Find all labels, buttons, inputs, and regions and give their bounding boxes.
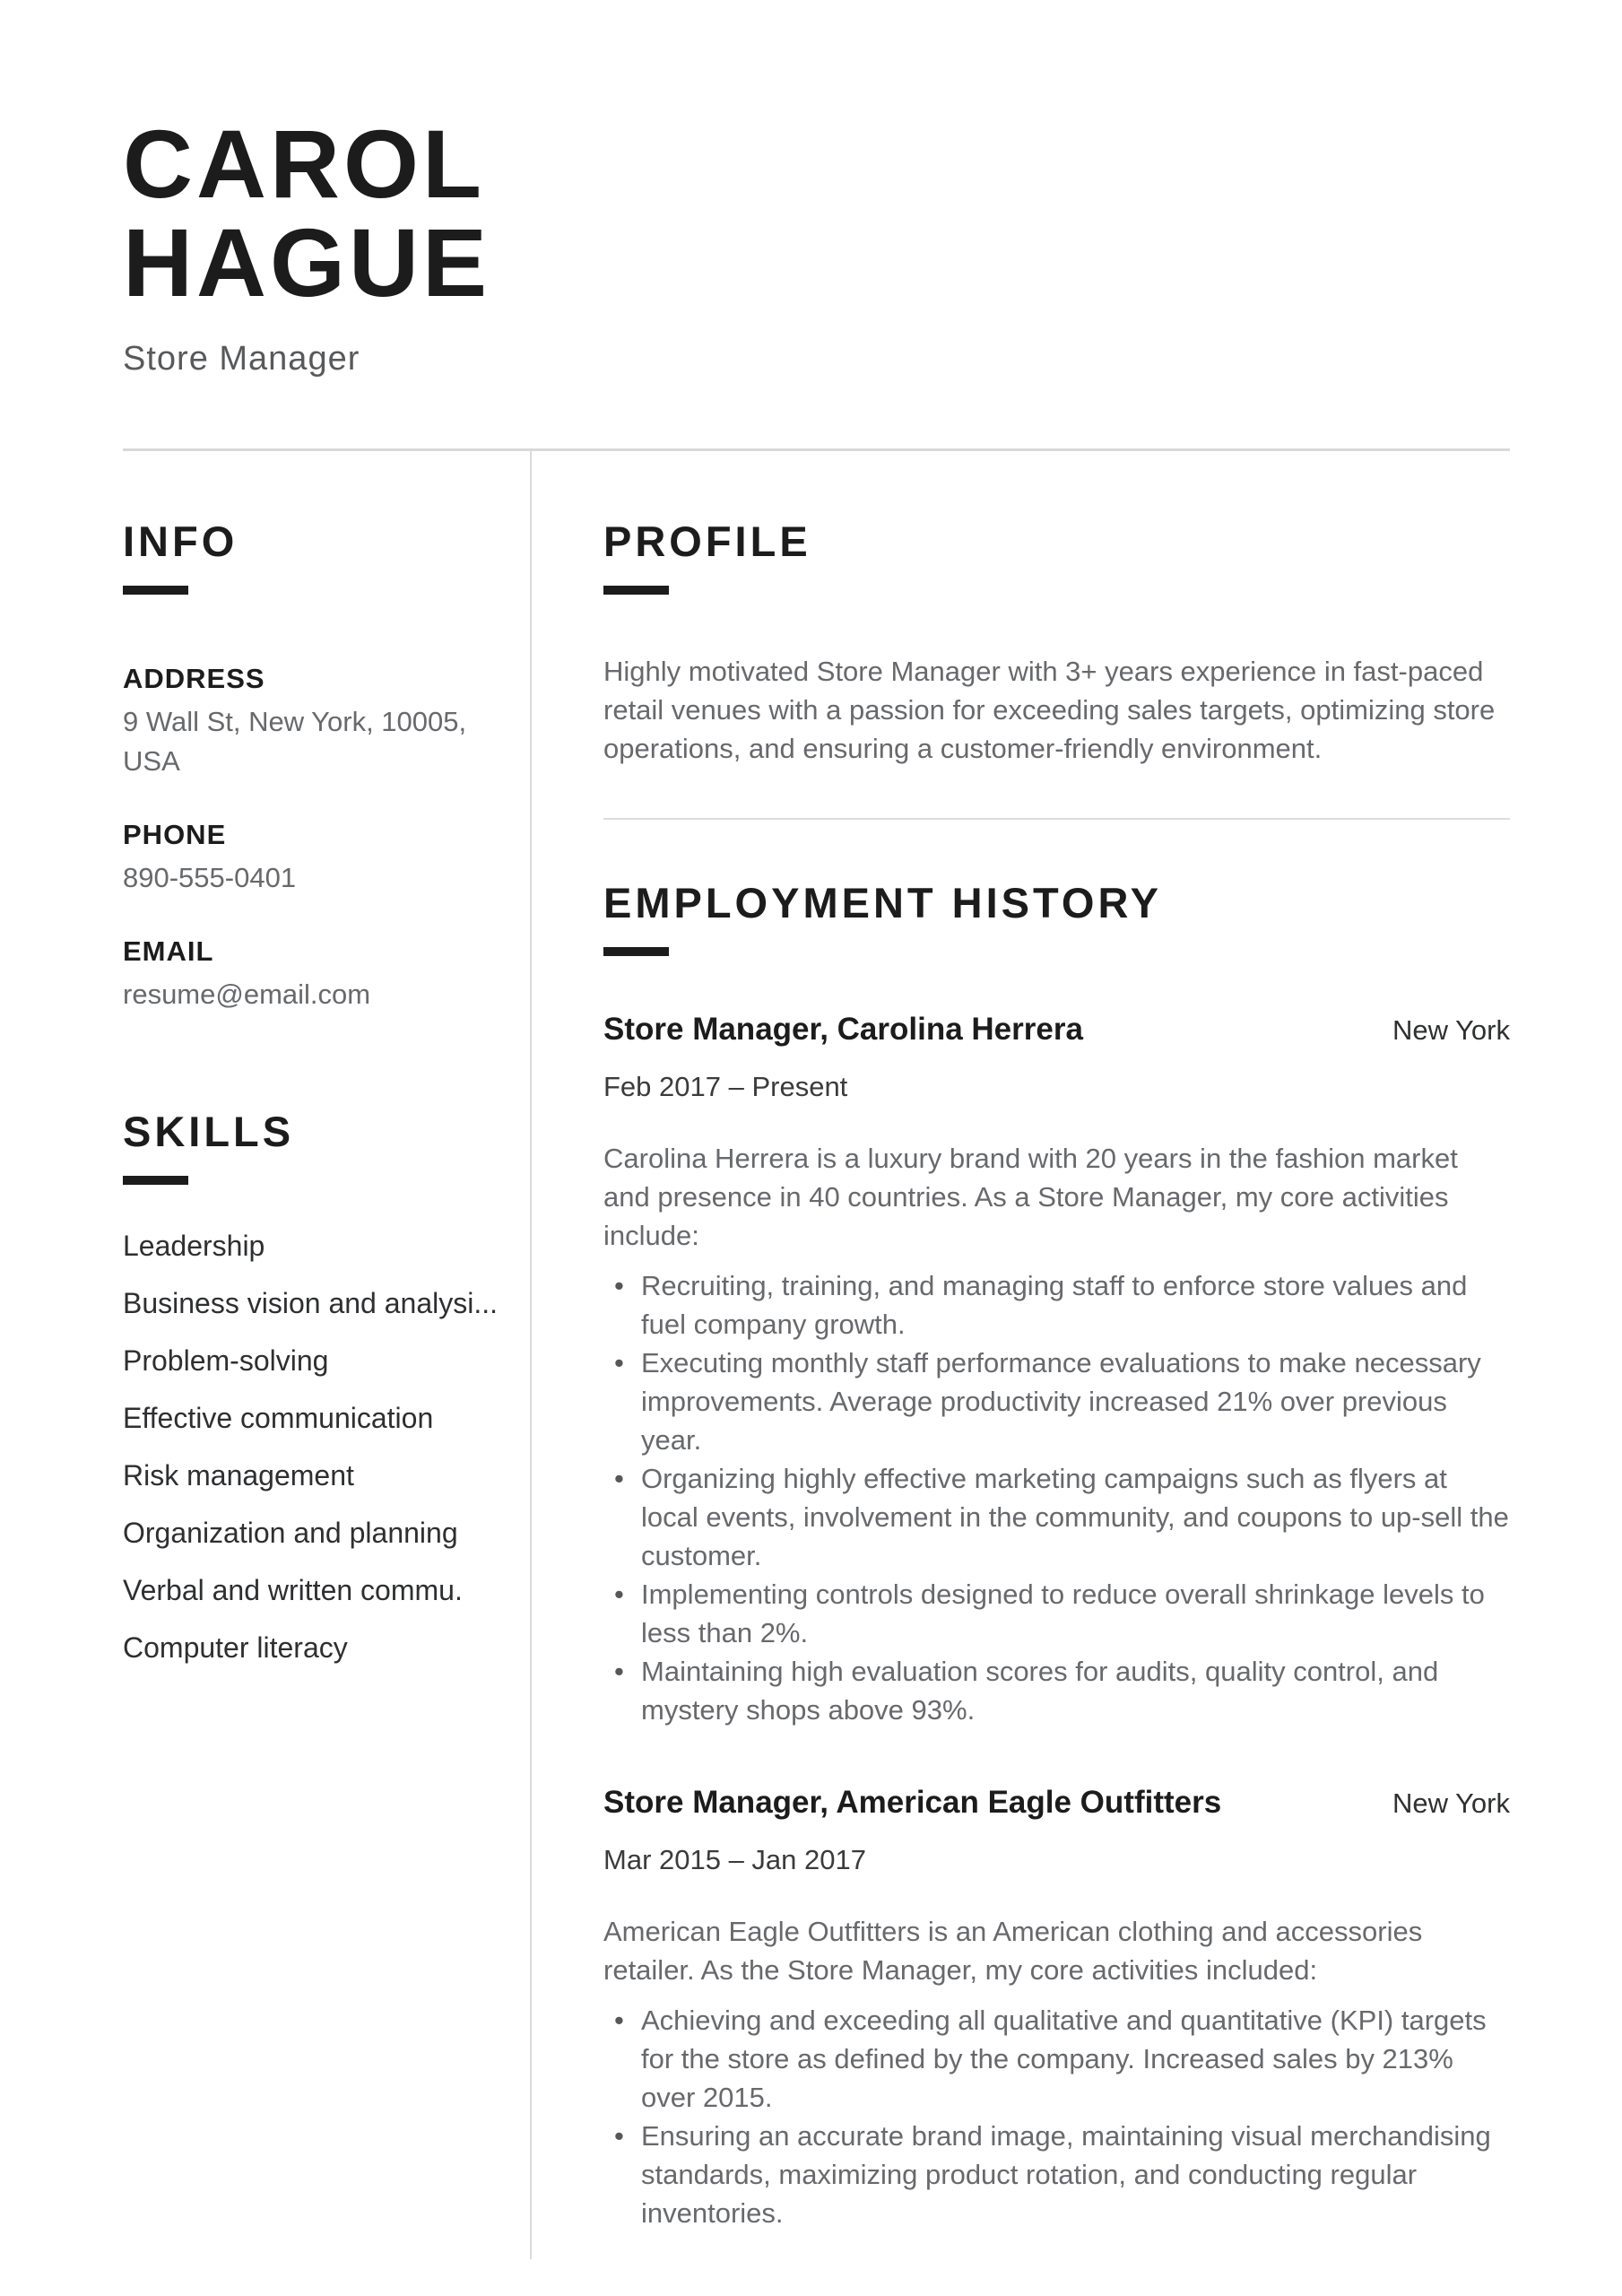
employment-heading: EMPLOYMENT HISTORY <box>603 879 1162 926</box>
profile-heading: PROFILE <box>603 517 811 565</box>
skills-section <box>123 1108 530 1662</box>
skill-item: Problem-solving <box>123 1344 329 1377</box>
job-header <box>603 1012 1510 1048</box>
job-bullet-list <box>603 2001 1510 2232</box>
header <box>123 109 1510 378</box>
profile-section <box>603 517 1510 768</box>
phone-value: 890-555-0401 <box>123 862 297 893</box>
job-bullet-list <box>603 1266 1510 1729</box>
address-value-line: USA <box>123 745 180 777</box>
address-value-line: 9 Wall St, New York, 10005, <box>123 706 467 737</box>
job-bullet: • Maintaining high evaluation scores for audits, quality control, and mystery shops above 93%. <box>603 1652 1510 1729</box>
content-columns <box>123 448 1510 2259</box>
name-line-1: CAROL <box>123 109 485 218</box>
skills-list <box>123 1231 530 1662</box>
job-title: Store Manager, Carolina Herrera <box>603 1012 1083 1047</box>
skill-item: Leadership <box>123 1230 265 1262</box>
address-label: ADDRESS <box>123 663 265 694</box>
email-value: resume@email.com <box>123 978 371 1010</box>
job-period: Feb 2017 – Present <box>603 1071 848 1102</box>
info-list <box>123 663 530 1014</box>
skill-item: Risk management <box>123 1459 354 1492</box>
page-title <box>123 109 1510 317</box>
skill-item: Organization and planning <box>123 1517 458 1549</box>
employment-section <box>603 879 1510 2232</box>
name-line-2: HAGUE <box>123 208 491 317</box>
job-bullet: • Recruiting, training, and managing staff to enforce store values and fuel company growth. <box>603 1266 1510 1344</box>
email-label: EMAIL <box>123 935 214 967</box>
job-location: New York <box>1392 1787 1510 1819</box>
skills-heading: SKILLS <box>123 1108 295 1155</box>
job-bullet: • Implementing controls designed to reduce overall shrinkage levels to less than 2%. <box>603 1575 1510 1652</box>
section-underline <box>603 586 669 595</box>
job-location: New York <box>1392 1014 1510 1046</box>
info-heading: INFO <box>123 517 239 565</box>
section-underline <box>123 586 188 595</box>
job-intro: American Eagle Outfitters is an American clothing and accessories retailer. As the Store Manager, my core activities included: <box>603 1916 1423 1986</box>
profile-text: Highly motivated Store Manager with 3+ years experience in fast-paced retail venues with a passion for exceeding sales targets, optimizing store operations, and ensuring a customer-friendly environment. <box>603 656 1496 764</box>
skill-item: Verbal and written commu. <box>123 1574 463 1606</box>
job-entry <box>603 1012 1510 1729</box>
info-item-address <box>123 663 530 781</box>
job-bullet: • Executing monthly staff performance evaluations to make necessary improvements. Average productivity increased 21% over previous year. <box>603 1344 1510 1459</box>
skill-item: Computer literacy <box>123 1631 348 1664</box>
sidebar <box>123 451 530 2259</box>
job-bullet: • Ensuring an accurate brand image, maintaining visual merchandising standards, maximizing product rotation, and conducting regular inventories. <box>603 2117 1510 2232</box>
job-title: Store Manager, American Eagle Outfitters <box>603 1785 1222 1820</box>
job-intro: Carolina Herrera is a luxury brand with 20 years in the fashion market and presence in 40 countries. As a Store Manager, my core activities include: <box>603 1143 1458 1251</box>
job-entry <box>603 1785 1510 2232</box>
phone-label: PHONE <box>123 819 227 850</box>
section-underline <box>123 1176 188 1185</box>
info-section <box>123 517 530 1014</box>
skill-item: Business vision and analysi... <box>123 1287 498 1319</box>
job-bullet: • Organizing highly effective marketing campaigns such as flyers at local events, involvement in the community, and coupons to up-sell the customer. <box>603 1459 1510 1575</box>
section-divider <box>603 818 1510 820</box>
main-column <box>532 451 1510 2259</box>
section-underline <box>603 947 669 956</box>
skill-item: Effective communication <box>123 1402 434 1434</box>
info-item-email <box>123 935 530 1014</box>
job-subtitle: Store Manager <box>123 340 360 378</box>
job-period: Mar 2015 – Jan 2017 <box>603 1844 866 1875</box>
job-bullet: • Achieving and exceeding all qualitative and quantitative (KPI) targets for the store as defined by the company. Increased sales by 213% over 2015. <box>603 2001 1510 2117</box>
job-header <box>603 1785 1510 1821</box>
info-item-phone <box>123 819 530 898</box>
